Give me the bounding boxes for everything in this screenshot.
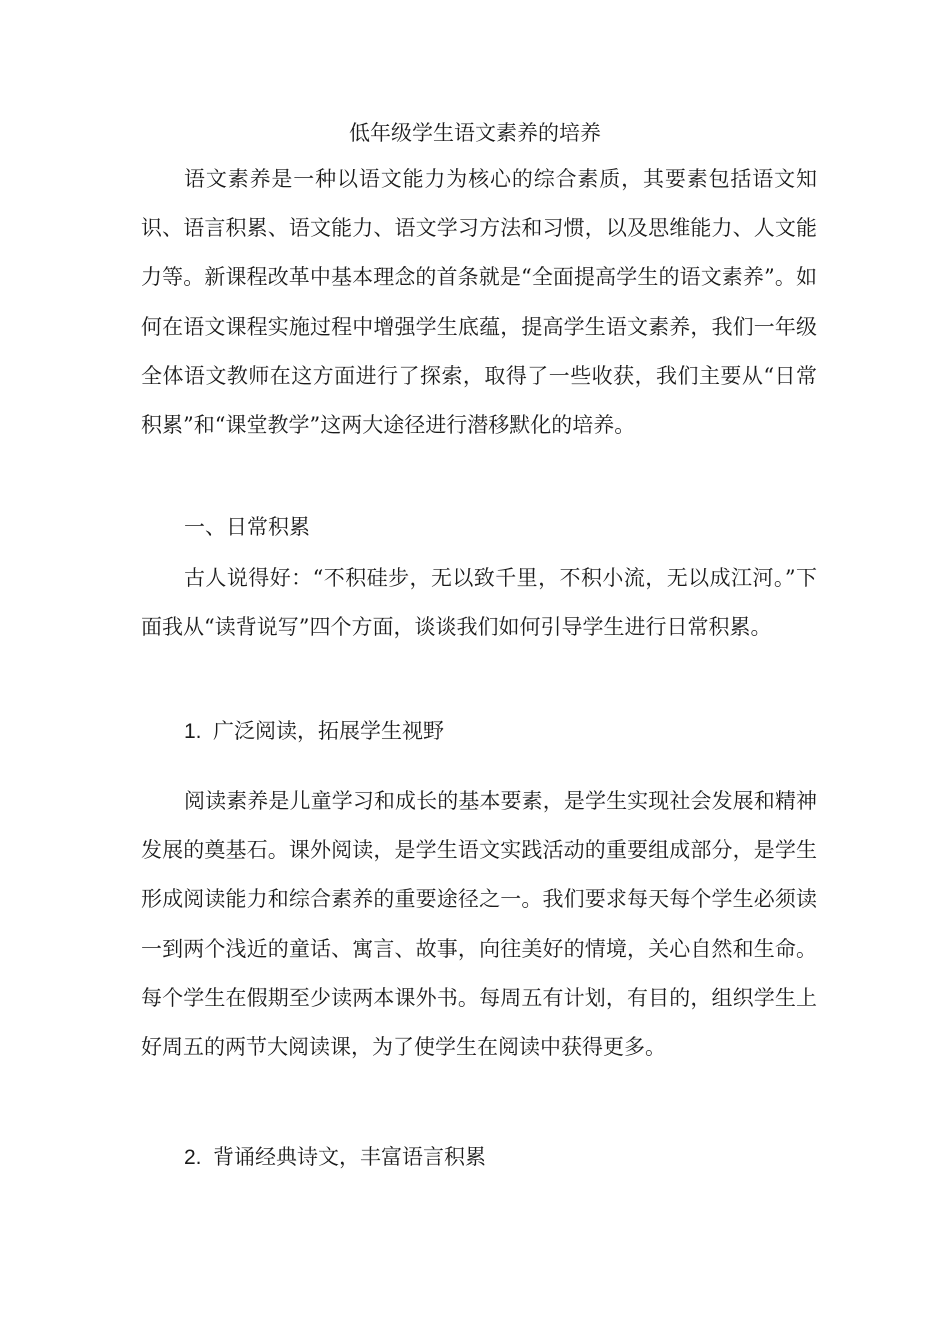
- item-heading-text: 广泛阅读，拓展学生视野: [213, 719, 444, 743]
- section1-paragraph: 古人说得好：“不积硅步，无以致千里，不积小流，无以成江河。”下面我从“读背说写”四个方面，谈谈我们如何引导学生进行日常积累。: [141, 566, 817, 640]
- item-heading-recitation: [184, 1142, 486, 1173]
- intro-paragraph: 语文素养是一种以语文能力为核心的综合素质，其要素包括语文知识、语言积累、语文能力、语文学习方法和习惯，以及思维能力、人文能力等。新课程改革中基本理念的首条就是“全面提高学生的语文素养”。如何在语文课程实施过程中增强学生底蕴，提高学生语文素养，我们一年级全体语文教师在这方面进行了探索，取得了一些收获，我们主要从“日常积累”和“课堂教学”这两大途径进行潜移默化的培养。: [141, 167, 817, 438]
- document-title: 低年级学生语文素养的培养: [349, 121, 601, 145]
- item-number: 1.: [184, 720, 202, 743]
- section-heading-daily-accumulation: 一、日常积累: [184, 515, 310, 539]
- item-heading-text: 背诵经典诗文，丰富语言积累: [213, 1145, 486, 1169]
- item-heading-wide-reading: [184, 716, 444, 747]
- reading-paragraph: 阅读素养是儿童学习和成长的基本要素，是学生实现社会发展和精神发展的奠基石。课外阅读，是学生语文实践活动的重要组成部分，是学生形成阅读能力和综合素养的重要途径之一。我们要求每天每个学生必须读一到两个浅近的童话、寓言、故事，向往美好的情境，关心自然和生命。每个学生在假期至少读两本课外书。每周五有计划，有目的，组织学生上好周五的两节大阅读课，为了使学生在阅读中获得更多。: [141, 789, 817, 1060]
- item-number: 2.: [184, 1146, 202, 1169]
